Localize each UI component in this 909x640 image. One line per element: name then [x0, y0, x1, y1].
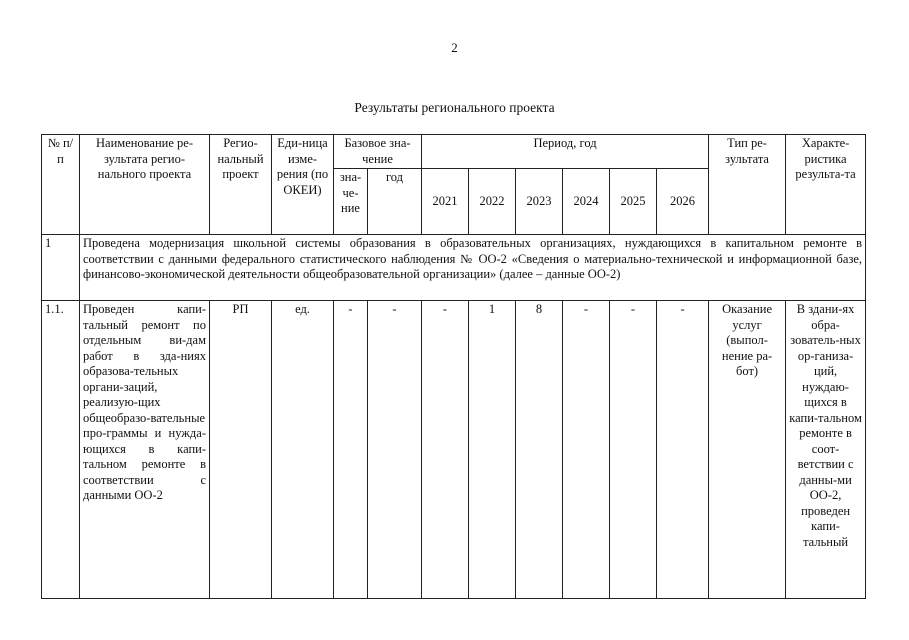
header-base-value: зна-че-ние [334, 169, 368, 235]
row-value-2026: - [657, 301, 709, 599]
header-year-2021: 2021 [422, 169, 469, 235]
section-num: 1 [42, 235, 80, 301]
header-project: Регио-нальный проект [210, 135, 272, 235]
header-name: Наименование ре-зультата регио-нального проекта [80, 135, 210, 235]
row-type: Оказание услуг (выпол-нение ра-бот) [709, 301, 786, 599]
row-unit: ед. [272, 301, 334, 599]
row-base-year: - [368, 301, 422, 599]
document-title: Результаты регионального проекта [354, 100, 555, 115]
row-num: 1.1. [42, 301, 80, 599]
page-number: 2 [451, 40, 458, 55]
row-value-2021: - [422, 301, 469, 599]
row-value-2024: - [563, 301, 610, 599]
row-base-value: - [334, 301, 368, 599]
header-characteristic: Характе-ристика результа-та [786, 135, 866, 235]
header-num: № п/п [42, 135, 80, 235]
header-base-year: год [368, 169, 422, 235]
row-value-2025: - [610, 301, 657, 599]
header-base: Базовое зна-чение [334, 135, 422, 169]
section-row [42, 235, 866, 301]
section-text: Проведена модернизация школьной системы образования в образовательных организациях, нуждающихся в капитальном ремонте в соответствии с данными федерального статистического наблюдения № ОО-2 «Сведения о материально-технической и информационной базе, финансово-экономической деятельности общеобразовательной организации» (далее – данные ОО-2) [80, 235, 866, 301]
row-value-2023: 8 [516, 301, 563, 599]
row-characteristic: В здани-ях обра-зователь-ных ор-ганиза-ций, нуждаю-щихся в капи-тальном ремонте в соот-ветствии с данны-ми ОО-2, проведен капи-тальный [786, 301, 866, 599]
header-type: Тип ре-зультата [709, 135, 786, 235]
header-year-2022: 2022 [469, 169, 516, 235]
header-year-2023: 2023 [516, 169, 563, 235]
header-unit: Еди-ница изме-рения (по ОКЕИ) [272, 135, 334, 235]
header-row-1 [42, 135, 866, 169]
header-year-2025: 2025 [610, 169, 657, 235]
header-year-2024: 2024 [563, 169, 610, 235]
row-project: РП [210, 301, 272, 599]
table-row [42, 301, 866, 599]
header-year-2026: 2026 [657, 169, 709, 235]
results-table [41, 134, 866, 599]
row-name: Проведен капи-тальный ремонт по отдельным ви-дам работ в зда-ниях образова-тельных органи-заций, реализую-щих общеобразо-вательные про-граммы и нужда-ющихся в капи-тальном ремонте в соответствии с данными ОО-2 [80, 301, 210, 599]
header-period: Период, год [422, 135, 709, 169]
row-value-2022: 1 [469, 301, 516, 599]
